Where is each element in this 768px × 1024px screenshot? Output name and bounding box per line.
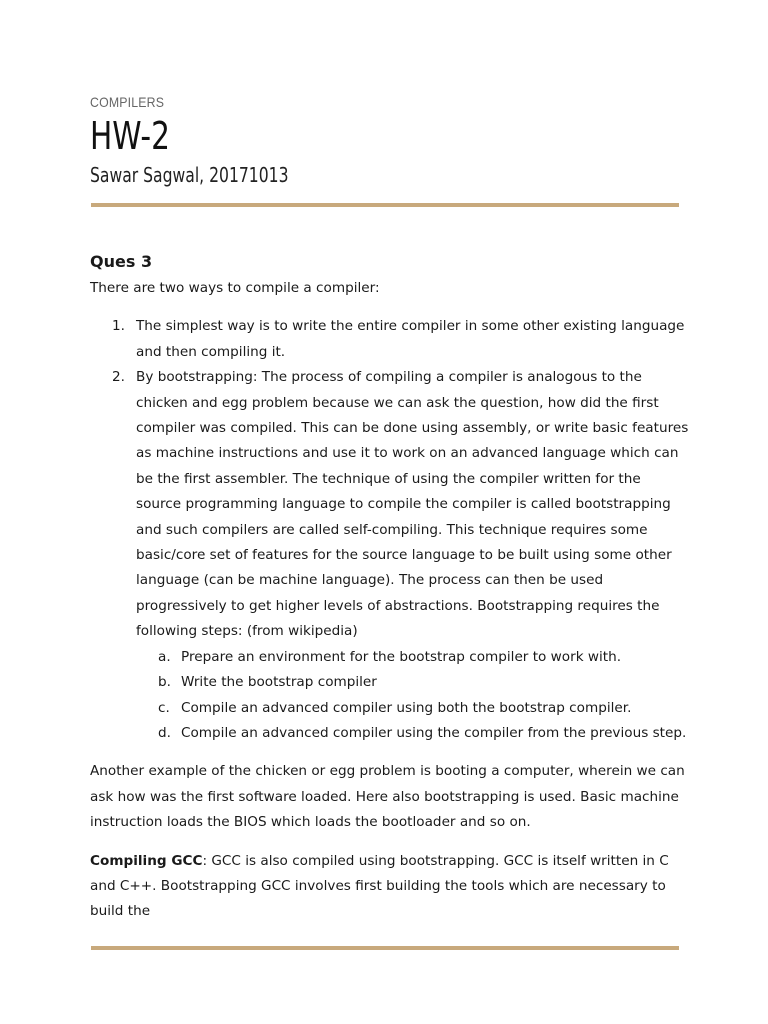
list-item [136, 696, 690, 721]
header-divider [91, 203, 679, 207]
intro-paragraph: There are two ways to compile a compiler: [90, 280, 380, 296]
gcc-text: : GCC is also compiled using bootstrapping. GCC is itself written in C and C++. Bootstrapping GCC involves first building the tools which are necessary to build the [90, 852, 669, 920]
question-heading: Ques 3 [90, 252, 153, 271]
page-title: HW-2 [90, 114, 170, 158]
footer-divider [91, 946, 679, 950]
list-number: 2. [112, 369, 125, 386]
bootstrap-steps-list [136, 645, 690, 747]
list-item [136, 721, 690, 746]
list-item-text: By bootstrapping: The process of compiling a compiler is analogous to the chicken and egg problem because we can ask the question, how did the first compiler was compiled. This can be done using assembly, or write basic features as machine instructions and use it to work on an advanced language which can be the first assembler. The technique of using the compiler written for the source programming language to compile the compiler is called bootstrapping and such compilers are called self-compiling. This technique requires some basic/core set of features for the source language to be built using some other language (can be machine language). The process can then be used progressively to get higher levels of abstractions. Bootstrapping requires the following steps: (from wikipedia) [136, 369, 689, 640]
list-item [90, 314, 690, 365]
list-item-text: Compile an advanced compiler using the compiler from the previous step. [181, 724, 687, 741]
author-line: Sawar Sagwal, 20171013 [90, 163, 289, 187]
list-number: 1. [112, 318, 125, 335]
list-item [136, 670, 690, 695]
list-item-text: Write the bootstrap compiler [181, 674, 377, 691]
methods-list [90, 314, 690, 746]
document-body [90, 248, 690, 925]
list-item-text: Compile an advanced compiler using both the bootstrap compiler. [181, 699, 632, 716]
list-item-text: The simplest way is to write the entire compiler in some other existing language and then compiling it. [136, 318, 685, 360]
gcc-label: Compiling GCC [90, 852, 203, 869]
list-marker: b. [158, 674, 171, 691]
list-item [90, 365, 690, 746]
list-marker: a. [158, 648, 171, 665]
list-marker: d. [158, 724, 171, 741]
booting-paragraph: Another example of the chicken or egg problem is booting a computer, wherein we can ask how was the first software loaded. Here also bootstrapping is used. Basic machine instruction loads the BIOS which loads the bootloader and so on. [90, 763, 685, 831]
gcc-paragraph [90, 849, 690, 925]
list-item [136, 645, 690, 670]
list-marker: c. [158, 699, 170, 716]
course-label: COMPILERS [90, 94, 165, 110]
list-item-text: Prepare an environment for the bootstrap compiler to work with. [181, 648, 622, 665]
